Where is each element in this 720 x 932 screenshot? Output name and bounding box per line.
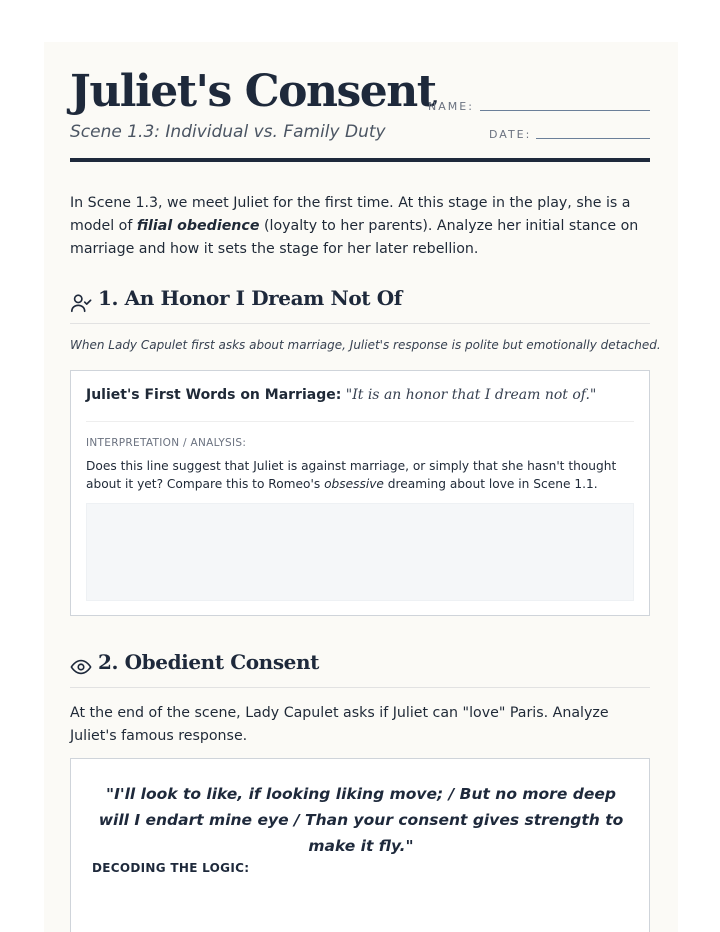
- question-emphasis: obsessive: [324, 477, 384, 491]
- analysis-card-1: [70, 370, 650, 616]
- worksheet-content: [70, 42, 661, 875]
- quote-line: [86, 387, 596, 403]
- question-text-end: dreaming about love in Scene 1.1.: [383, 477, 598, 491]
- analysis-card-2: [70, 758, 650, 932]
- decoding-label: DECODING THE LOGIC:: [92, 861, 250, 875]
- name-field[interactable]: [480, 110, 650, 111]
- worksheet-header: [70, 42, 650, 162]
- intro-text-end: (loyalty to her parents). Analyze her initial stance on marriage and how it sets the stage for her later rebellion.: [70, 218, 639, 257]
- date-field[interactable]: [536, 138, 650, 139]
- section-2-intro: At the end of the scene, Lady Capulet asks if Juliet can "love" Paris. Analyze Juliet's famous response.: [70, 705, 609, 744]
- section-2-heading: [70, 648, 650, 688]
- section-1-title: 1. An Honor I Dream Not Of: [98, 286, 402, 310]
- name-label: NAME:: [428, 100, 474, 113]
- question-text: Does this line suggest that Juliet is against marriage, or simply that she hasn't thought about it yet? Compare this to Romeo's: [86, 459, 617, 491]
- quote-text: "It is an honor that I dream not of.": [345, 387, 597, 403]
- header-divider: [70, 158, 650, 162]
- intro-text: In Scene 1.3, we meet Juliet for the first time. At this stage in the play, she is a model of: [70, 195, 631, 234]
- quote-label: Juliet's First Words on Marriage:: [86, 387, 342, 403]
- intro-emphasis: filial obedience: [136, 218, 260, 234]
- section-1-note: When Lady Capulet first asks about marriage, Juliet's response is polite but emotionally detached.: [70, 338, 661, 352]
- analysis-label: INTERPRETATION / ANALYSIS:: [86, 437, 247, 449]
- page-title: Juliet's Consent: [70, 66, 436, 117]
- analysis-question: [86, 457, 638, 493]
- date-label: DATE:: [489, 128, 532, 141]
- intro-paragraph: [70, 192, 650, 261]
- page-subtitle: Scene 1.3: Individual vs. Family Duty: [70, 122, 386, 142]
- user-check-icon: [70, 292, 92, 314]
- section-1-heading: [70, 284, 650, 324]
- card-divider: [86, 421, 634, 422]
- section-2-title: 2. Obedient Consent: [98, 650, 319, 674]
- worksheet-page: [44, 42, 678, 932]
- answer-box[interactable]: [86, 503, 634, 601]
- eye-icon: [70, 656, 92, 678]
- famous-quote: "I'll look to like, if looking liking move; / But no more deep will I endart mine eye / Than your consent gives strength to make it fly.": [98, 785, 624, 855]
